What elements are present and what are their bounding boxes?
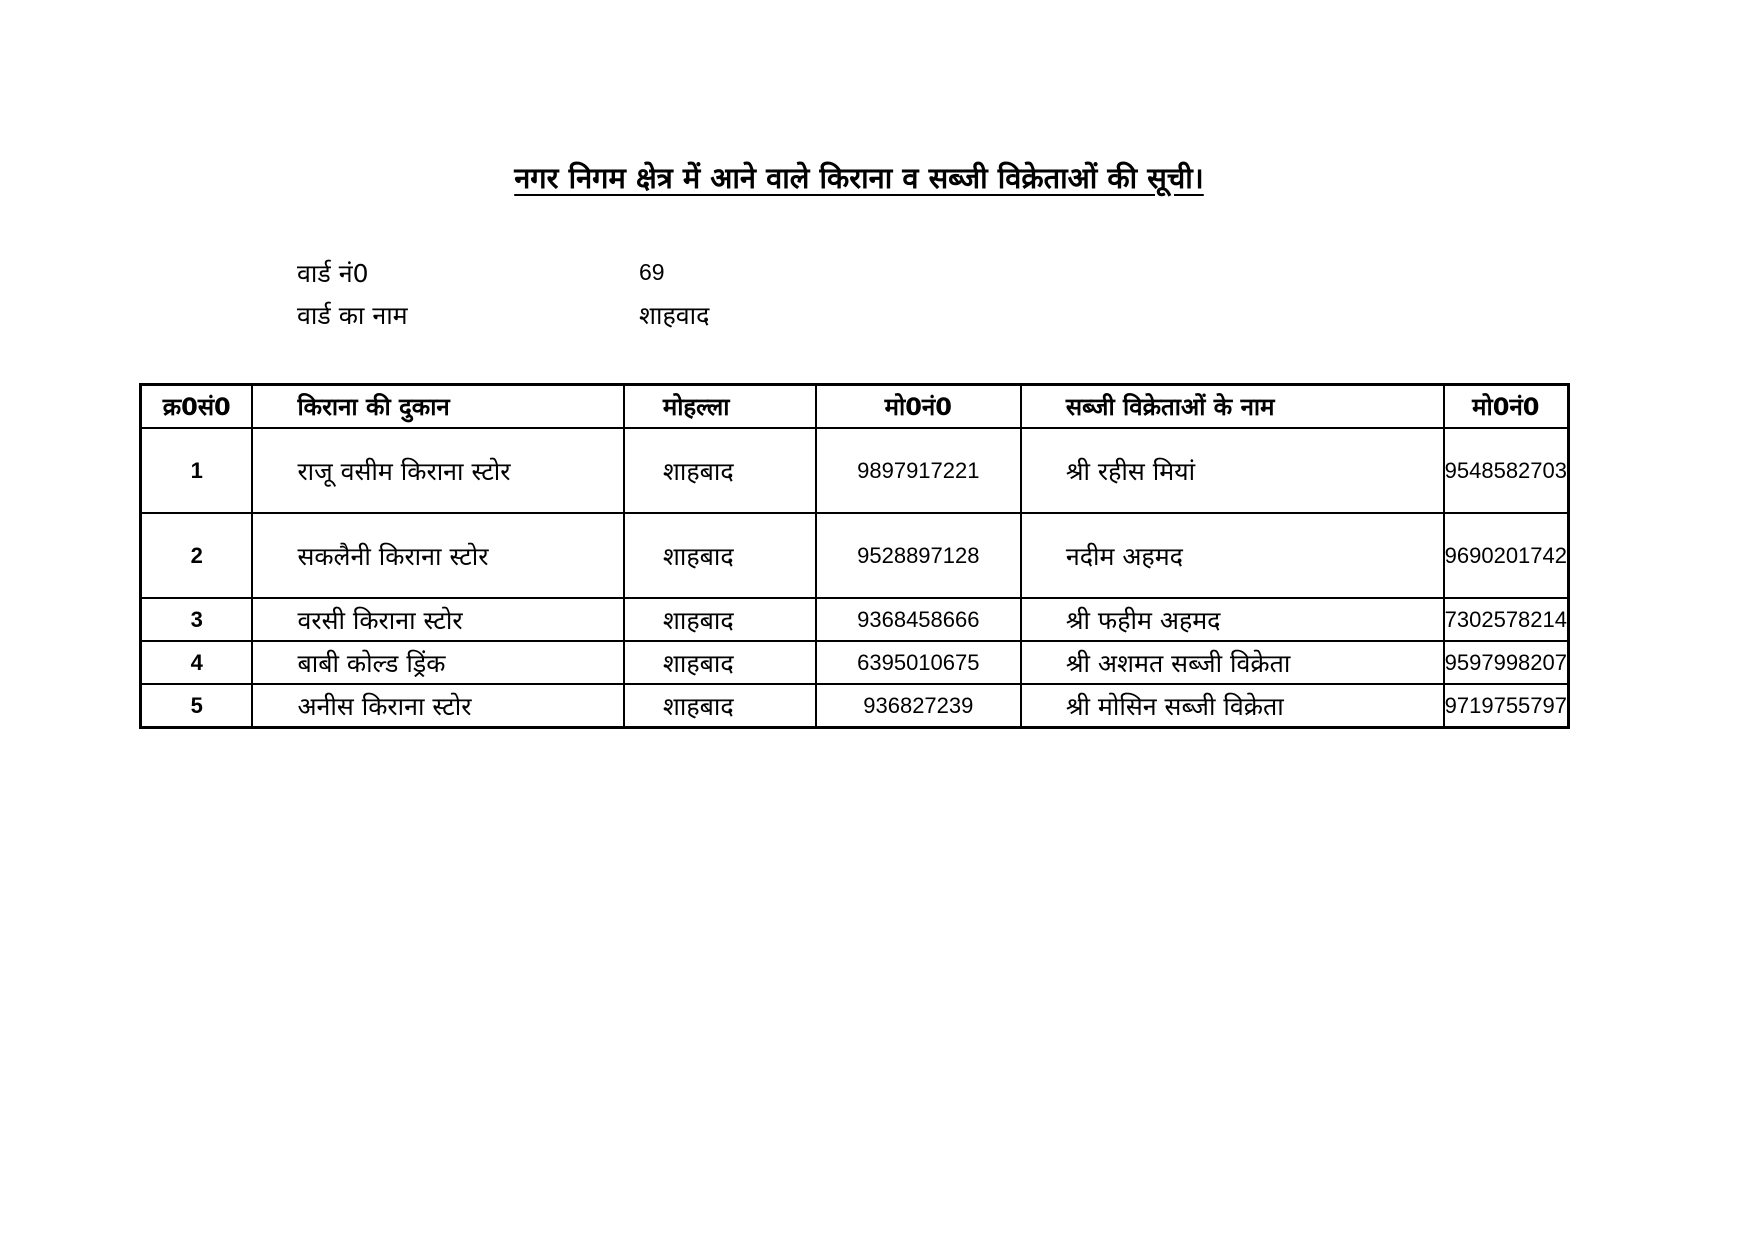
cell-vendor: श्री फहीम अहमद — [1021, 598, 1444, 641]
table-row — [141, 641, 1569, 684]
table-row — [141, 513, 1569, 598]
header-vegetable-vendor: सब्जी विक्रेताओं के नाम — [1021, 385, 1444, 429]
cell-mobile: 9528897128 — [816, 513, 1021, 598]
cell-serial: 2 — [141, 513, 253, 598]
cell-serial: 4 — [141, 641, 253, 684]
cell-vendor-mobile: 9548582703 — [1444, 428, 1569, 513]
ward-name-label: वार्ड का नाम — [297, 301, 408, 330]
cell-serial: 1 — [141, 428, 253, 513]
cell-vendor: श्री रहीस मियां — [1021, 428, 1444, 513]
table-row — [141, 598, 1569, 641]
cell-mobile: 9368458666 — [816, 598, 1021, 641]
cell-vendor: श्री अशमत सब्जी विक्रेता — [1021, 641, 1444, 684]
cell-shop: अनीस किराना स्टोर — [252, 684, 623, 728]
header-mobile: मो0नं0 — [816, 385, 1021, 429]
cell-vendor-mobile: 9719755797 — [1444, 684, 1569, 728]
table-header-row — [141, 385, 1569, 429]
page-title: नगर निगम क्षेत्र में आने वाले किराना व सब्जी विक्रेताओं की सूची। — [514, 161, 1204, 195]
cell-mobile: 936827239 — [816, 684, 1021, 728]
header-serial: क्र0सं0 — [141, 385, 253, 429]
cell-locality: शाहबाद — [624, 598, 816, 641]
cell-mobile: 6395010675 — [816, 641, 1021, 684]
cell-locality: शाहबाद — [624, 428, 816, 513]
ward-name-value: शाहवाद — [639, 301, 710, 330]
cell-shop: सकलैनी किराना स्टोर — [252, 513, 623, 598]
header-grocery-shop: किराना की दुकान — [252, 385, 623, 429]
cell-vendor: श्री मोसिन सब्जी विक्रेता — [1021, 684, 1444, 728]
ward-number-label: वार्ड नं0 — [297, 259, 369, 288]
cell-locality: शाहबाद — [624, 684, 816, 728]
cell-serial: 3 — [141, 598, 253, 641]
cell-locality: शाहबाद — [624, 513, 816, 598]
cell-mobile: 9897917221 — [816, 428, 1021, 513]
vendor-table — [139, 383, 1570, 729]
cell-vendor: नदीम अहमद — [1021, 513, 1444, 598]
cell-shop: वरसी किराना स्टोर — [252, 598, 623, 641]
cell-vendor-mobile: 9597998207 — [1444, 641, 1569, 684]
cell-serial: 5 — [141, 684, 253, 728]
cell-shop: बाबी कोल्ड ड्रिंक — [252, 641, 623, 684]
cell-shop: राजू वसीम किराना स्टोर — [252, 428, 623, 513]
cell-vendor-mobile: 7302578214 — [1444, 598, 1569, 641]
table-row — [141, 684, 1569, 728]
header-locality: मोहल्ला — [624, 385, 816, 429]
header-vendor-mobile: मो0नं0 — [1444, 385, 1569, 429]
table-row — [141, 428, 1569, 513]
cell-locality: शाहबाद — [624, 641, 816, 684]
cell-vendor-mobile: 9690201742 — [1444, 513, 1569, 598]
ward-number-value: 69 — [639, 259, 665, 285]
